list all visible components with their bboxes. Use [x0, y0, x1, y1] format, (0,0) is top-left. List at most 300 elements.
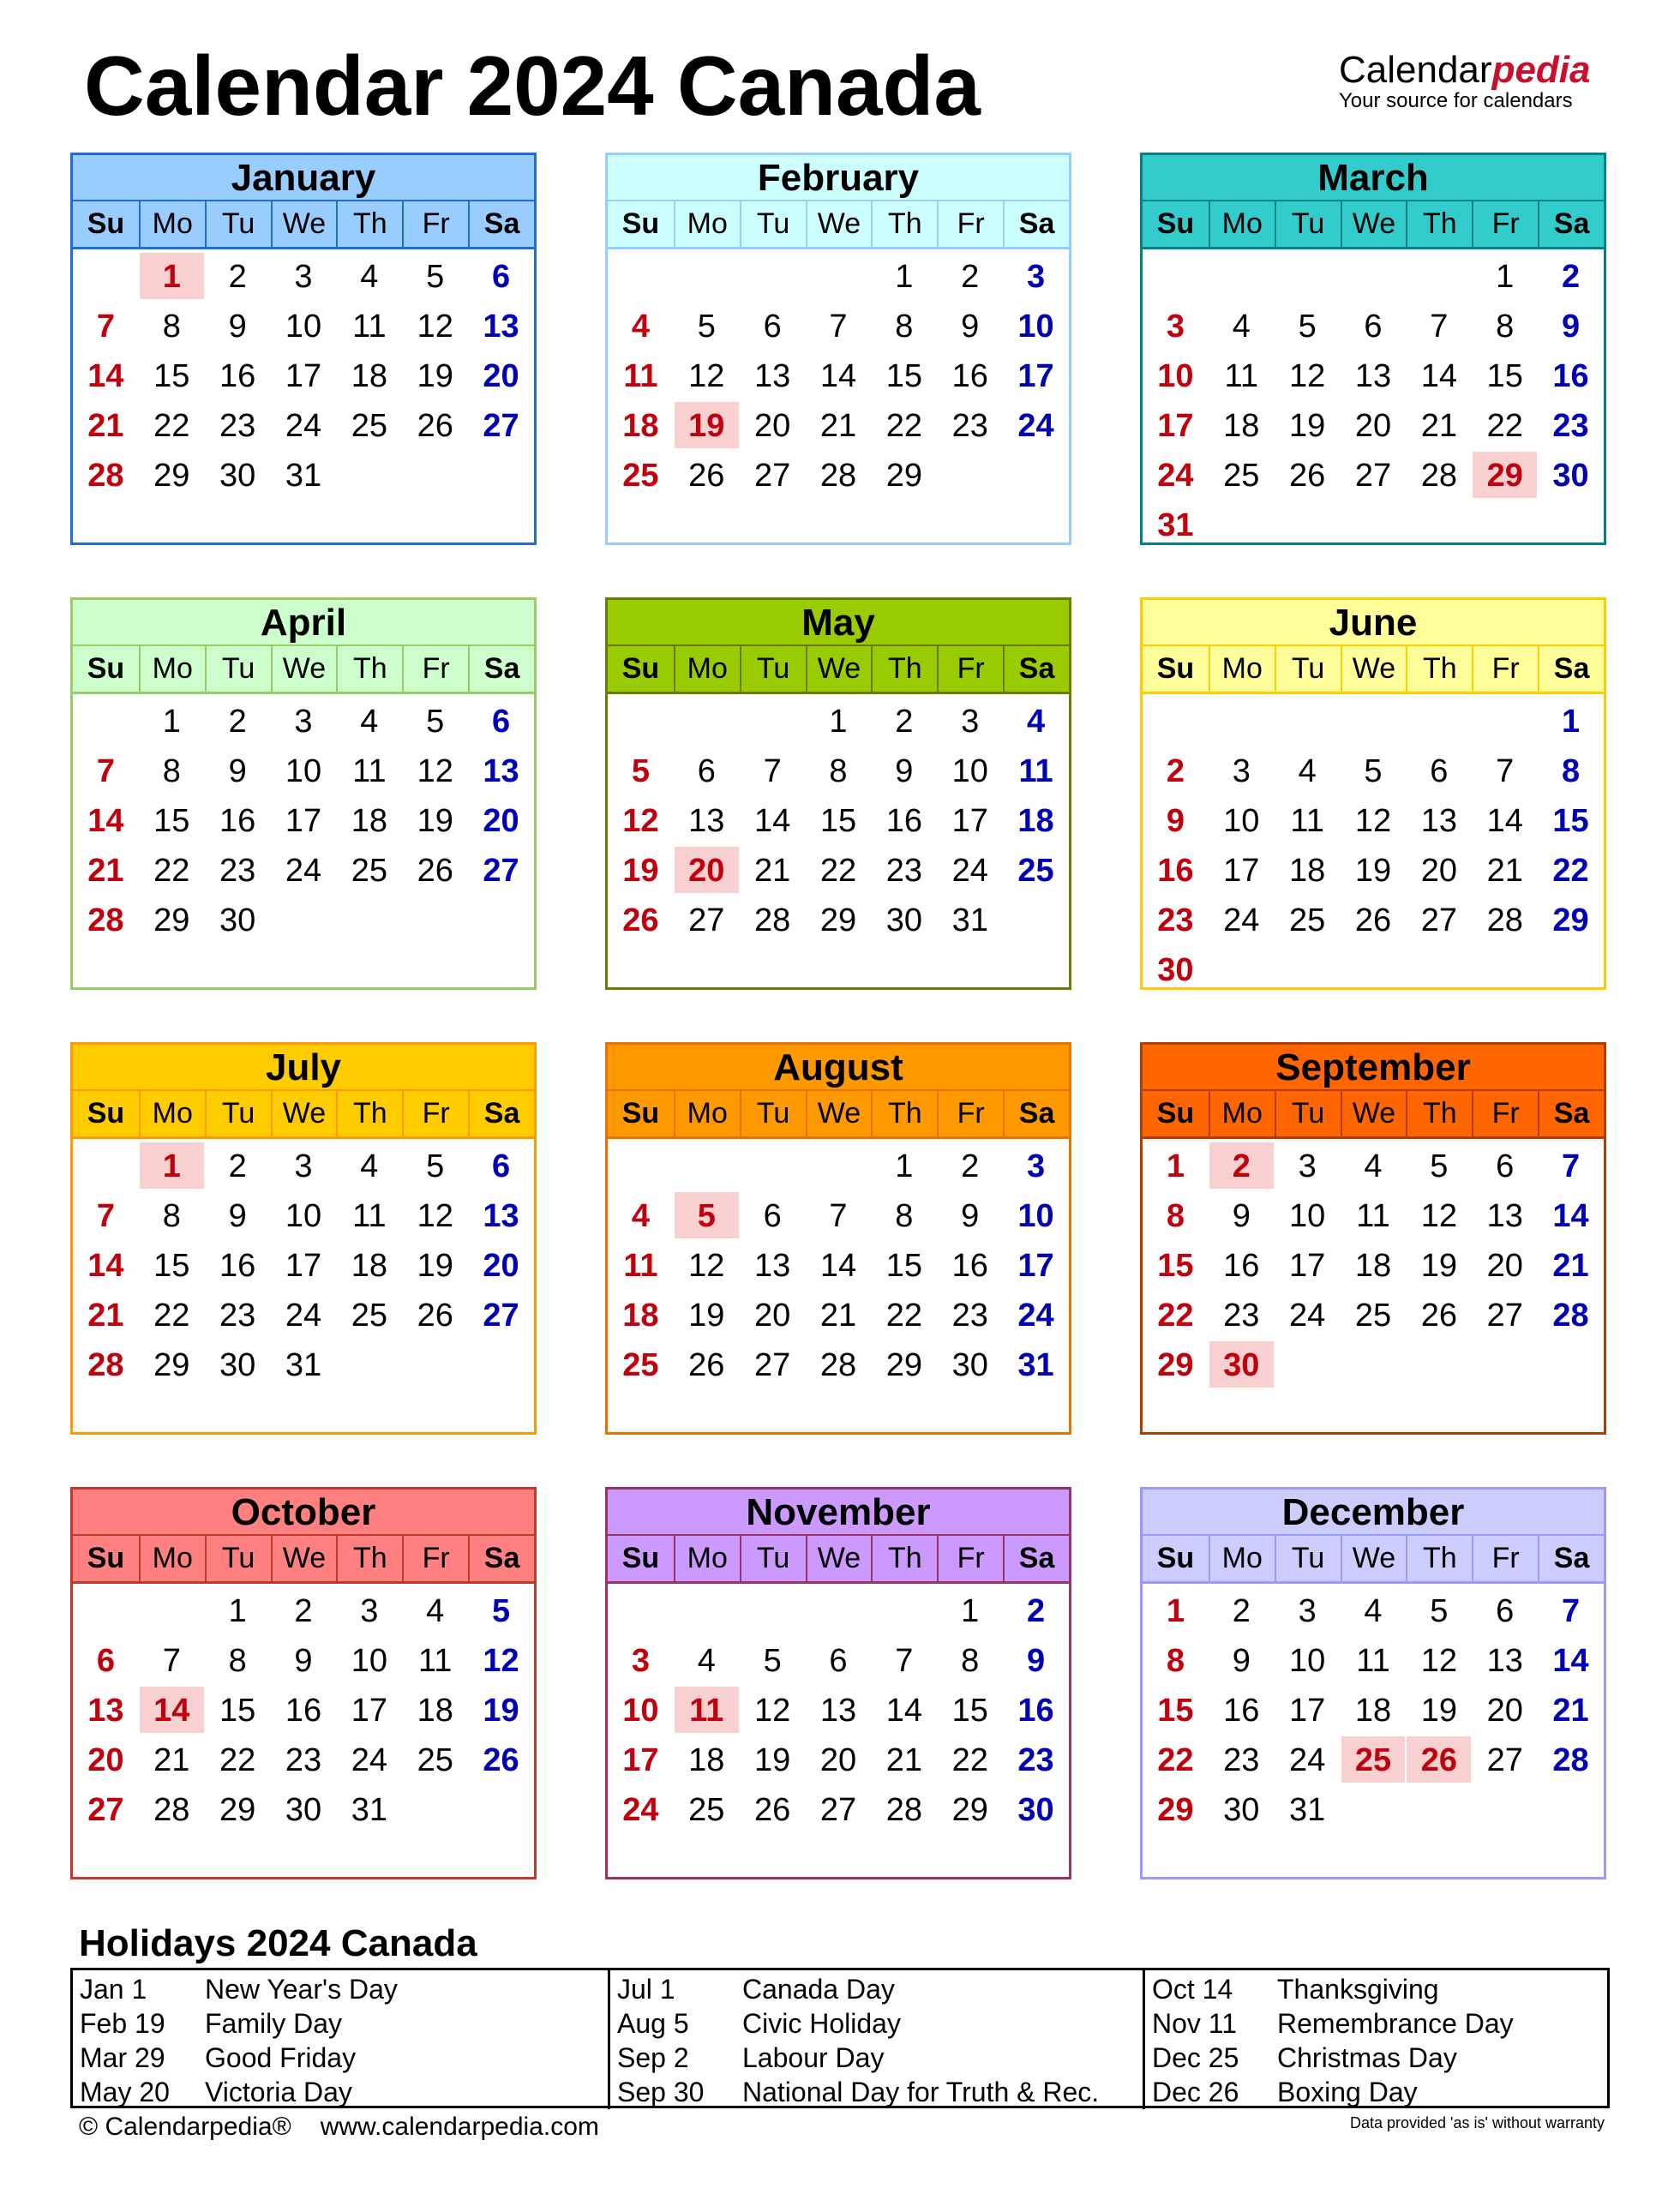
day-cell[interactable]: 7 [96, 753, 115, 789]
day-cell[interactable]: 24 [351, 1742, 387, 1778]
day-cell[interactable]: 4 [360, 1148, 379, 1184]
day-cell[interactable]: 4 [360, 704, 379, 740]
day-cell[interactable]: 29 [153, 458, 190, 494]
day-cell[interactable]: 11 [352, 753, 387, 789]
day-cell[interactable]: 23 [1223, 1742, 1260, 1778]
day-cell[interactable]: 27 [483, 853, 519, 889]
day-cell[interactable]: 21 [87, 853, 124, 889]
day-cell[interactable]: 25 [351, 408, 387, 444]
day-cell[interactable]: 12 [622, 803, 659, 839]
day-cell[interactable]: 30 [285, 1792, 322, 1828]
day-cell[interactable]: 4 [631, 309, 650, 345]
day-cell[interactable]: 4 [1298, 753, 1317, 789]
day-cell[interactable]: 13 [753, 358, 791, 394]
day-cell[interactable]: 3 [1232, 753, 1251, 789]
day-cell[interactable]: 18 [417, 1693, 453, 1729]
day-cell[interactable]: 14 [1486, 803, 1523, 839]
day-cell[interactable]: 2 [1232, 1593, 1251, 1629]
day-cell[interactable]: 20 [753, 1298, 791, 1334]
day-cell[interactable]: 18 [1223, 408, 1260, 444]
day-cell[interactable]: 22 [1157, 1742, 1194, 1778]
day-cell[interactable]: 15 [1552, 803, 1589, 839]
day-cell[interactable]: 6 [1496, 1593, 1515, 1629]
day-cell[interactable]: 13 [753, 1248, 791, 1284]
day-cell[interactable]: 16 [285, 1693, 322, 1729]
day-cell[interactable]: 8 [162, 1198, 181, 1234]
day-cell[interactable]: 28 [753, 902, 791, 938]
day-cell[interactable]: 2 [228, 259, 247, 295]
day-cell[interactable]: 2 [895, 704, 914, 740]
day-cell[interactable]: 21 [1420, 408, 1457, 444]
holiday-day-cell[interactable]: 20 [675, 847, 739, 893]
day-cell[interactable]: 6 [491, 259, 511, 295]
day-cell[interactable]: 10 [285, 753, 322, 789]
day-cell[interactable]: 28 [1486, 902, 1523, 938]
day-cell[interactable]: 7 [1496, 753, 1515, 789]
day-cell[interactable]: 14 [753, 803, 791, 839]
day-cell[interactable]: 24 [1288, 1298, 1326, 1334]
day-cell[interactable]: 8 [829, 753, 848, 789]
day-cell[interactable]: 3 [360, 1593, 379, 1629]
day-cell[interactable]: 26 [688, 1347, 725, 1383]
day-cell[interactable]: 12 [417, 1198, 453, 1234]
day-cell[interactable]: 14 [1552, 1198, 1589, 1234]
day-cell[interactable]: 14 [87, 1248, 124, 1284]
day-cell[interactable]: 17 [1223, 853, 1260, 889]
day-cell[interactable]: 8 [162, 753, 181, 789]
day-cell[interactable]: 18 [688, 1742, 725, 1778]
day-cell[interactable]: 13 [1420, 803, 1457, 839]
day-cell[interactable]: 27 [688, 902, 725, 938]
day-cell[interactable]: 12 [417, 753, 453, 789]
day-cell[interactable]: 9 [228, 753, 247, 789]
day-cell[interactable]: 14 [819, 1248, 857, 1284]
day-cell[interactable]: 23 [951, 408, 988, 444]
day-cell[interactable]: 4 [1232, 309, 1251, 345]
day-cell[interactable]: 6 [697, 753, 716, 789]
day-cell[interactable]: 15 [951, 1693, 988, 1729]
day-cell[interactable]: 18 [1354, 1693, 1392, 1729]
day-cell[interactable]: 6 [1364, 309, 1383, 345]
day-cell[interactable]: 16 [219, 1248, 256, 1284]
day-cell[interactable]: 12 [417, 309, 453, 345]
day-cell[interactable]: 25 [351, 1298, 387, 1334]
day-cell[interactable]: 15 [219, 1693, 256, 1729]
day-cell[interactable]: 27 [1420, 902, 1457, 938]
day-cell[interactable]: 28 [819, 1347, 857, 1383]
day-cell[interactable]: 3 [1166, 309, 1185, 345]
day-cell[interactable]: 9 [1026, 1643, 1046, 1679]
day-cell[interactable]: 10 [285, 309, 322, 345]
day-cell[interactable]: 13 [1486, 1198, 1523, 1234]
day-cell[interactable]: 5 [426, 1148, 445, 1184]
day-cell[interactable]: 19 [483, 1693, 519, 1729]
holiday-day-cell[interactable]: 26 [1407, 1736, 1471, 1783]
day-cell[interactable]: 9 [228, 1198, 247, 1234]
day-cell[interactable]: 30 [1017, 1792, 1054, 1828]
day-cell[interactable]: 11 [352, 309, 387, 345]
day-cell[interactable]: 15 [1157, 1693, 1194, 1729]
day-cell[interactable]: 16 [951, 1248, 988, 1284]
day-cell[interactable]: 8 [895, 1198, 914, 1234]
day-cell[interactable]: 13 [1354, 358, 1392, 394]
day-cell[interactable]: 16 [219, 358, 256, 394]
day-cell[interactable]: 15 [885, 358, 922, 394]
day-cell[interactable]: 26 [753, 1792, 791, 1828]
day-cell[interactable]: 3 [1026, 1148, 1046, 1184]
day-cell[interactable]: 28 [87, 458, 124, 494]
day-cell[interactable]: 23 [1157, 902, 1194, 938]
holiday-day-cell[interactable]: 1 [140, 1142, 204, 1189]
day-cell[interactable]: 16 [951, 358, 988, 394]
day-cell[interactable]: 26 [417, 408, 453, 444]
day-cell[interactable]: 5 [631, 753, 650, 789]
day-cell[interactable]: 24 [1157, 458, 1194, 494]
day-cell[interactable]: 19 [1420, 1693, 1457, 1729]
day-cell[interactable]: 27 [1486, 1298, 1523, 1334]
holiday-day-cell[interactable]: 11 [675, 1687, 739, 1733]
day-cell[interactable]: 11 [623, 1248, 658, 1284]
day-cell[interactable]: 28 [819, 458, 857, 494]
day-cell[interactable]: 21 [1486, 853, 1523, 889]
day-cell[interactable]: 27 [819, 1792, 857, 1828]
day-cell[interactable]: 26 [1354, 902, 1392, 938]
day-cell[interactable]: 25 [1017, 853, 1054, 889]
day-cell[interactable]: 13 [1486, 1643, 1523, 1679]
day-cell[interactable]: 20 [87, 1742, 124, 1778]
day-cell[interactable]: 31 [1157, 507, 1194, 543]
day-cell[interactable]: 3 [631, 1643, 650, 1679]
day-cell[interactable]: 24 [285, 853, 322, 889]
day-cell[interactable]: 26 [417, 853, 453, 889]
day-cell[interactable]: 16 [1017, 1693, 1054, 1729]
day-cell[interactable]: 8 [1561, 753, 1581, 789]
day-cell[interactable]: 8 [961, 1643, 980, 1679]
day-cell[interactable]: 31 [351, 1792, 387, 1828]
day-cell[interactable]: 21 [1552, 1693, 1589, 1729]
day-cell[interactable]: 12 [1420, 1643, 1457, 1679]
day-cell[interactable]: 10 [1017, 309, 1054, 345]
day-cell[interactable]: 10 [351, 1643, 387, 1679]
day-cell[interactable]: 5 [697, 309, 716, 345]
day-cell[interactable]: 28 [1552, 1298, 1589, 1334]
day-cell[interactable]: 14 [87, 803, 124, 839]
day-cell[interactable]: 22 [153, 1298, 190, 1334]
day-cell[interactable]: 21 [819, 408, 857, 444]
day-cell[interactable]: 11 [623, 358, 658, 394]
day-cell[interactable]: 23 [285, 1742, 322, 1778]
day-cell[interactable]: 22 [153, 853, 190, 889]
day-cell[interactable]: 12 [1354, 803, 1392, 839]
day-cell[interactable]: 8 [1166, 1198, 1185, 1234]
day-cell[interactable]: 18 [351, 358, 387, 394]
day-cell[interactable]: 22 [951, 1742, 988, 1778]
day-cell[interactable]: 25 [1223, 458, 1260, 494]
holiday-day-cell[interactable]: 25 [1341, 1736, 1406, 1783]
day-cell[interactable]: 4 [631, 1198, 650, 1234]
day-cell[interactable]: 10 [1288, 1643, 1326, 1679]
day-cell[interactable]: 31 [285, 1347, 322, 1383]
day-cell[interactable]: 15 [1157, 1248, 1194, 1284]
day-cell[interactable]: 2 [228, 704, 247, 740]
day-cell[interactable]: 15 [1486, 358, 1523, 394]
day-cell[interactable]: 17 [1288, 1693, 1326, 1729]
day-cell[interactable]: 9 [1561, 309, 1581, 345]
day-cell[interactable]: 3 [1298, 1593, 1317, 1629]
day-cell[interactable]: 19 [417, 358, 453, 394]
day-cell[interactable]: 6 [1430, 753, 1449, 789]
day-cell[interactable]: 7 [162, 1643, 181, 1679]
day-cell[interactable]: 2 [1026, 1593, 1046, 1629]
day-cell[interactable]: 10 [951, 753, 988, 789]
day-cell[interactable]: 20 [483, 1248, 519, 1284]
day-cell[interactable]: 21 [153, 1742, 190, 1778]
day-cell[interactable]: 27 [483, 1298, 519, 1334]
day-cell[interactable]: 17 [285, 803, 322, 839]
day-cell[interactable]: 27 [1486, 1742, 1523, 1778]
day-cell[interactable]: 5 [1298, 309, 1317, 345]
day-cell[interactable]: 19 [753, 1742, 791, 1778]
day-cell[interactable]: 17 [351, 1693, 387, 1729]
day-cell[interactable]: 31 [285, 458, 322, 494]
day-cell[interactable]: 24 [1017, 408, 1054, 444]
day-cell[interactable]: 26 [688, 458, 725, 494]
day-cell[interactable]: 1 [1166, 1148, 1185, 1184]
day-cell[interactable]: 8 [1496, 309, 1515, 345]
day-cell[interactable]: 12 [1288, 358, 1326, 394]
day-cell[interactable]: 25 [622, 458, 659, 494]
day-cell[interactable]: 3 [1298, 1148, 1317, 1184]
day-cell[interactable]: 12 [688, 358, 725, 394]
day-cell[interactable]: 30 [219, 458, 256, 494]
day-cell[interactable]: 6 [96, 1643, 115, 1679]
day-cell[interactable]: 21 [753, 853, 791, 889]
day-cell[interactable]: 14 [87, 358, 124, 394]
day-cell[interactable]: 23 [1223, 1298, 1260, 1334]
day-cell[interactable]: 25 [688, 1792, 725, 1828]
day-cell[interactable]: 18 [622, 408, 659, 444]
day-cell[interactable]: 6 [829, 1643, 848, 1679]
day-cell[interactable]: 13 [483, 1198, 519, 1234]
day-cell[interactable]: 23 [951, 1298, 988, 1334]
day-cell[interactable]: 15 [153, 803, 190, 839]
day-cell[interactable]: 12 [1420, 1198, 1457, 1234]
day-cell[interactable]: 23 [219, 853, 256, 889]
day-cell[interactable]: 4 [1364, 1593, 1383, 1629]
day-cell[interactable]: 30 [219, 1347, 256, 1383]
day-cell[interactable]: 16 [1552, 358, 1589, 394]
day-cell[interactable]: 21 [885, 1742, 922, 1778]
day-cell[interactable]: 13 [483, 309, 519, 345]
day-cell[interactable]: 28 [1420, 458, 1457, 494]
day-cell[interactable]: 15 [153, 1248, 190, 1284]
day-cell[interactable]: 1 [1166, 1593, 1185, 1629]
day-cell[interactable]: 31 [951, 902, 988, 938]
day-cell[interactable]: 15 [885, 1248, 922, 1284]
day-cell[interactable]: 18 [351, 803, 387, 839]
day-cell[interactable]: 29 [219, 1792, 256, 1828]
day-cell[interactable]: 14 [1420, 358, 1457, 394]
day-cell[interactable]: 19 [688, 1298, 725, 1334]
day-cell[interactable]: 9 [961, 1198, 980, 1234]
day-cell[interactable]: 20 [1486, 1693, 1523, 1729]
day-cell[interactable]: 3 [1026, 259, 1046, 295]
day-cell[interactable]: 19 [417, 1248, 453, 1284]
day-cell[interactable]: 24 [951, 853, 988, 889]
day-cell[interactable]: 3 [961, 704, 980, 740]
day-cell[interactable]: 30 [219, 902, 256, 938]
day-cell[interactable]: 2 [961, 1148, 980, 1184]
day-cell[interactable]: 15 [153, 358, 190, 394]
day-cell[interactable]: 5 [1364, 753, 1383, 789]
day-cell[interactable]: 10 [1157, 358, 1194, 394]
day-cell[interactable]: 6 [763, 1198, 782, 1234]
day-cell[interactable]: 23 [1552, 408, 1589, 444]
day-cell[interactable]: 27 [753, 458, 791, 494]
day-cell[interactable]: 5 [426, 704, 445, 740]
day-cell[interactable]: 29 [1552, 902, 1589, 938]
day-cell[interactable]: 2 [294, 1593, 313, 1629]
day-cell[interactable]: 4 [360, 259, 379, 295]
day-cell[interactable]: 16 [1223, 1248, 1260, 1284]
day-cell[interactable]: 29 [1157, 1792, 1194, 1828]
day-cell[interactable]: 20 [483, 358, 519, 394]
day-cell[interactable]: 27 [1354, 458, 1392, 494]
holiday-day-cell[interactable]: 1 [140, 253, 204, 299]
day-cell[interactable]: 19 [1288, 408, 1326, 444]
day-cell[interactable]: 12 [688, 1248, 725, 1284]
day-cell[interactable]: 2 [228, 1148, 247, 1184]
day-cell[interactable]: 19 [1354, 853, 1392, 889]
day-cell[interactable]: 9 [961, 309, 980, 345]
day-cell[interactable]: 13 [688, 803, 725, 839]
day-cell[interactable]: 28 [885, 1792, 922, 1828]
day-cell[interactable]: 7 [1430, 309, 1449, 345]
day-cell[interactable]: 5 [763, 1643, 782, 1679]
day-cell[interactable]: 4 [1364, 1148, 1383, 1184]
day-cell[interactable]: 29 [153, 902, 190, 938]
day-cell[interactable]: 16 [885, 803, 922, 839]
holiday-day-cell[interactable]: 30 [1209, 1341, 1274, 1388]
day-cell[interactable]: 5 [1430, 1593, 1449, 1629]
day-cell[interactable]: 29 [153, 1347, 190, 1383]
day-cell[interactable]: 31 [1288, 1792, 1326, 1828]
day-cell[interactable]: 18 [351, 1248, 387, 1284]
day-cell[interactable]: 17 [1017, 1248, 1054, 1284]
day-cell[interactable]: 22 [885, 408, 922, 444]
day-cell[interactable]: 20 [1486, 1248, 1523, 1284]
day-cell[interactable]: 9 [294, 1643, 313, 1679]
day-cell[interactable]: 7 [763, 753, 782, 789]
day-cell[interactable]: 8 [895, 309, 914, 345]
day-cell[interactable]: 25 [622, 1347, 659, 1383]
day-cell[interactable]: 29 [1157, 1347, 1194, 1383]
day-cell[interactable]: 14 [819, 358, 857, 394]
day-cell[interactable]: 27 [483, 408, 519, 444]
day-cell[interactable]: 9 [1232, 1643, 1251, 1679]
holiday-day-cell[interactable]: 2 [1209, 1142, 1274, 1189]
day-cell[interactable]: 22 [885, 1298, 922, 1334]
day-cell[interactable]: 23 [885, 853, 922, 889]
day-cell[interactable]: 25 [351, 853, 387, 889]
day-cell[interactable]: 17 [1157, 408, 1194, 444]
day-cell[interactable]: 18 [1017, 803, 1054, 839]
day-cell[interactable]: 2 [961, 259, 980, 295]
day-cell[interactable]: 11 [1356, 1643, 1390, 1679]
day-cell[interactable]: 3 [294, 704, 313, 740]
day-cell[interactable]: 19 [417, 803, 453, 839]
day-cell[interactable]: 25 [1354, 1298, 1392, 1334]
holiday-day-cell[interactable]: 14 [140, 1687, 204, 1733]
day-cell[interactable]: 22 [1157, 1298, 1194, 1334]
day-cell[interactable]: 22 [819, 853, 857, 889]
day-cell[interactable]: 29 [819, 902, 857, 938]
day-cell[interactable]: 20 [1354, 408, 1392, 444]
day-cell[interactable]: 17 [285, 1248, 322, 1284]
day-cell[interactable]: 6 [1496, 1148, 1515, 1184]
day-cell[interactable]: 30 [1552, 458, 1589, 494]
day-cell[interactable]: 16 [1223, 1693, 1260, 1729]
day-cell[interactable]: 2 [1166, 753, 1185, 789]
day-cell[interactable]: 13 [819, 1693, 857, 1729]
day-cell[interactable]: 10 [1288, 1198, 1326, 1234]
day-cell[interactable]: 30 [1223, 1792, 1260, 1828]
day-cell[interactable]: 17 [622, 1742, 659, 1778]
day-cell[interactable]: 26 [483, 1742, 519, 1778]
day-cell[interactable]: 1 [228, 1593, 247, 1629]
day-cell[interactable]: 7 [895, 1643, 914, 1679]
day-cell[interactable]: 30 [951, 1347, 988, 1383]
day-cell[interactable]: 29 [885, 1347, 922, 1383]
day-cell[interactable]: 5 [1430, 1148, 1449, 1184]
day-cell[interactable]: 10 [1017, 1198, 1054, 1234]
day-cell[interactable]: 26 [417, 1298, 453, 1334]
day-cell[interactable]: 13 [483, 753, 519, 789]
day-cell[interactable]: 9 [228, 309, 247, 345]
day-cell[interactable]: 27 [87, 1792, 124, 1828]
day-cell[interactable]: 17 [1017, 358, 1054, 394]
day-cell[interactable]: 25 [1288, 902, 1326, 938]
day-cell[interactable]: 7 [1561, 1593, 1581, 1629]
day-cell[interactable]: 7 [829, 1198, 848, 1234]
holiday-day-cell[interactable]: 5 [675, 1192, 739, 1238]
day-cell[interactable]: 20 [483, 803, 519, 839]
day-cell[interactable]: 24 [285, 1298, 322, 1334]
day-cell[interactable]: 30 [1157, 952, 1194, 988]
day-cell[interactable]: 26 [1288, 458, 1326, 494]
day-cell[interactable]: 3 [294, 259, 313, 295]
day-cell[interactable]: 24 [1288, 1742, 1326, 1778]
day-cell[interactable]: 26 [622, 902, 659, 938]
day-cell[interactable]: 10 [622, 1693, 659, 1729]
day-cell[interactable]: 9 [1166, 803, 1185, 839]
day-cell[interactable]: 11 [417, 1643, 453, 1679]
day-cell[interactable]: 19 [1420, 1248, 1457, 1284]
day-cell[interactable]: 19 [622, 853, 659, 889]
day-cell[interactable]: 1 [829, 704, 848, 740]
day-cell[interactable]: 18 [622, 1298, 659, 1334]
day-cell[interactable]: 10 [285, 1198, 322, 1234]
day-cell[interactable]: 25 [417, 1742, 453, 1778]
day-cell[interactable]: 4 [1026, 704, 1046, 740]
day-cell[interactable]: 7 [96, 1198, 115, 1234]
day-cell[interactable]: 16 [1157, 853, 1194, 889]
day-cell[interactable]: 3 [294, 1148, 313, 1184]
day-cell[interactable]: 16 [219, 803, 256, 839]
day-cell[interactable]: 27 [753, 1347, 791, 1383]
day-cell[interactable]: 24 [622, 1792, 659, 1828]
day-cell[interactable]: 21 [87, 1298, 124, 1334]
